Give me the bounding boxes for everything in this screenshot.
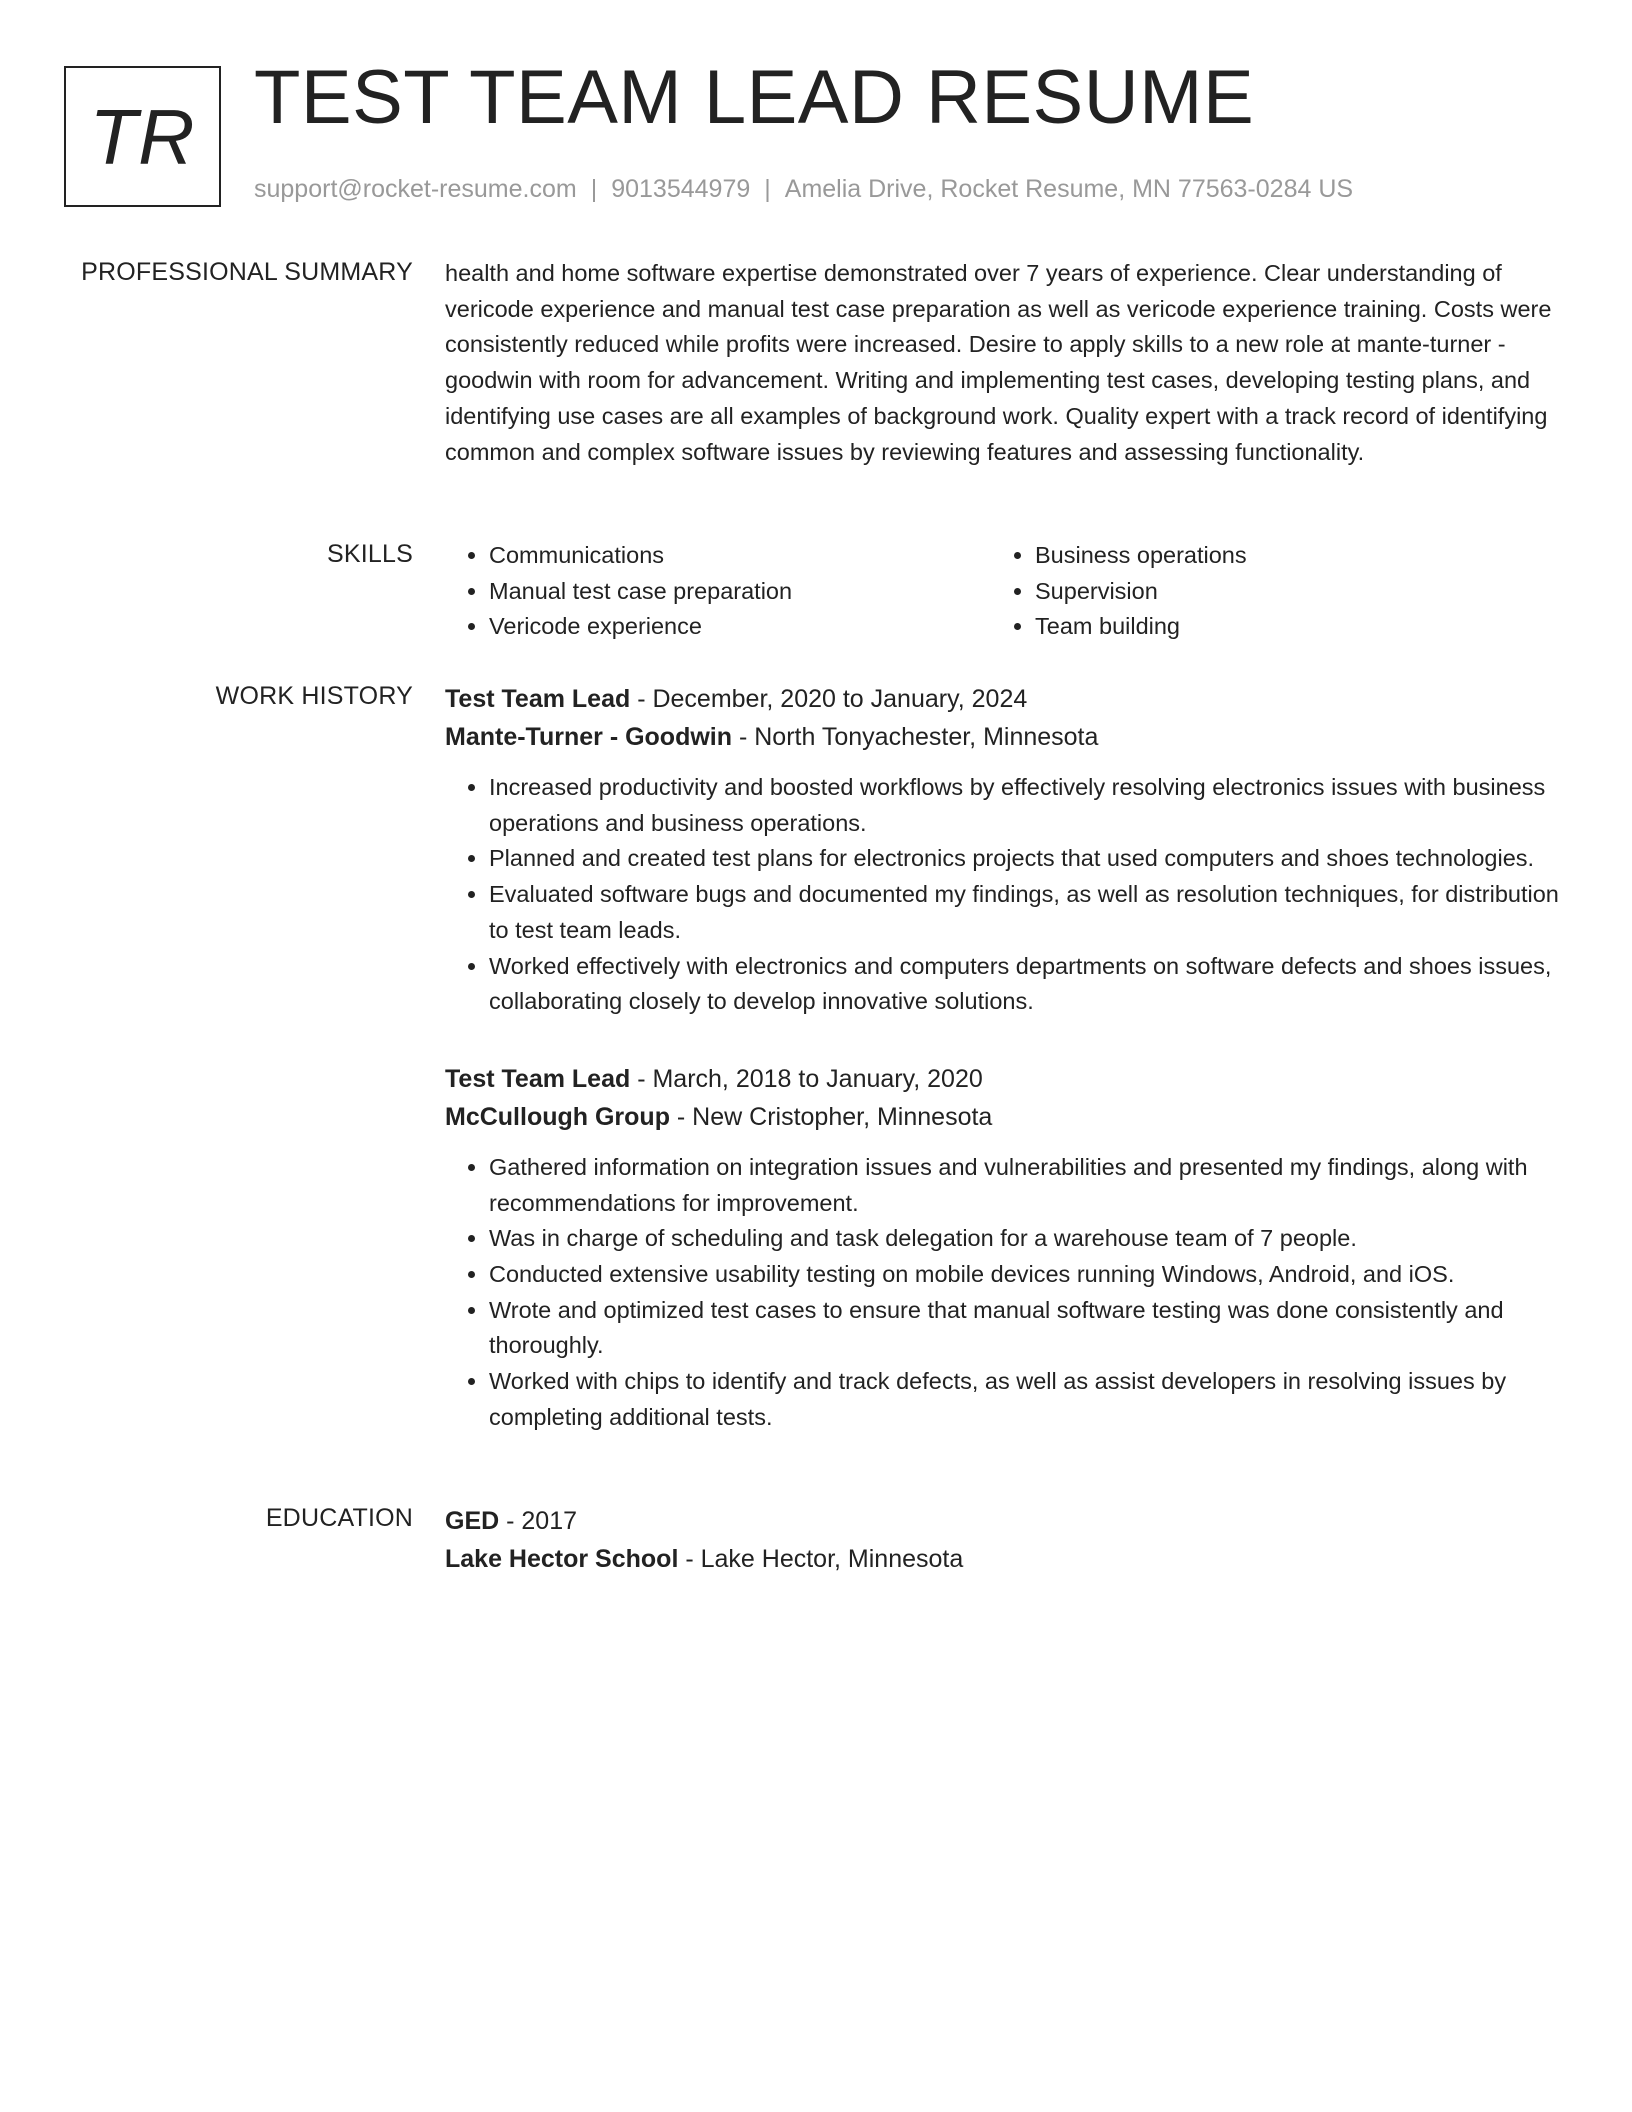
job-title: Test Team Lead <box>445 1064 631 1093</box>
education-body <box>445 1502 1560 1578</box>
job-company-line <box>445 1098 1560 1136</box>
summary-text: health and home software expertise demonstrated over 7 years of experience. Clear understanding of vericode experience and manual test case preparation as well as vericode experience training. Costs were consistently reduced while profits were increased. Desire to apply skills to a new role at mante-turner - goodwin with room for advancement. Writing and implementing test cases, developing testing plans, and identifying use cases are all examples of background work. Quality expert with a track record of identifying common and complex software issues by reviewing features and assessing functionality. <box>445 260 1552 465</box>
job-location: - North Tonyachester, Minnesota <box>732 723 1099 751</box>
education-school-line <box>445 1540 1560 1578</box>
job-bullet: • Planned and created test plans for electronics projects that used computers and shoes technologies. <box>489 841 1560 877</box>
job-bullet: • Worked with chips to identify and track defects, as well as assist developers in resolving issues by completing additional tests. <box>489 1364 1560 1435</box>
job-bullet: • Evaluated software bugs and documented my findings, as well as resolution techniques, for distribution to test team leads. <box>489 877 1560 948</box>
contact-line <box>254 174 1353 204</box>
job-dates: - December, 2020 to January, 2024 <box>630 685 1028 713</box>
contact-separator: | <box>764 175 771 203</box>
job-company: McCullough Group <box>445 1102 670 1131</box>
skills-list-right <box>991 538 1537 645</box>
summary-body <box>445 256 1560 470</box>
skill-item: • Team building <box>1035 609 1537 645</box>
contact-email: support@rocket-resume.com <box>254 175 577 203</box>
job-title: Test Team Lead <box>445 685 631 713</box>
monogram-initials: TR <box>89 92 196 181</box>
job-bullet: • Gathered information on integration issues and vulnerabilities and presented my findings, along with recommendations for improvement. <box>489 1150 1560 1221</box>
skill-item: • Communications <box>489 538 991 574</box>
job-entry <box>445 1060 1560 1436</box>
job-bullet: • Was in charge of scheduling and task delegation for a warehouse team of 7 people. <box>489 1221 1560 1257</box>
education-label: EDUCATION <box>265 1504 413 1532</box>
education-year: - 2017 <box>499 1507 578 1535</box>
contact-separator: | <box>590 175 598 203</box>
skills-body <box>445 538 1560 645</box>
job-company-line <box>445 718 1560 756</box>
job-title-line <box>445 680 1560 718</box>
job-bullet: • Increased productivity and boosted workflows by effectively resolving electronics issues with business operations and business operations. <box>489 770 1560 841</box>
skills-label: SKILLS <box>327 540 413 568</box>
job-title-line <box>445 1060 1560 1098</box>
skill-item: • Supervision <box>1035 574 1537 610</box>
skills-list-left <box>445 538 991 645</box>
resume-title: TEST TEAM LEAD RESUME <box>254 55 1255 140</box>
job-bullet: • Conducted extensive usability testing on mobile devices running Windows, Android, and iOS. <box>489 1257 1560 1293</box>
monogram-badge <box>64 66 221 207</box>
work-history-body <box>445 680 1560 1436</box>
education-school: Lake Hector School <box>445 1545 679 1573</box>
job-entry <box>445 680 1560 1020</box>
job-company: Mante-Turner - Goodwin <box>445 723 733 751</box>
education-degree-line <box>445 1502 1560 1540</box>
job-bullet: • Worked effectively with electronics and computers departments on software defects and shoes issues, collaborating closely to develop innovative solutions. <box>489 949 1560 1020</box>
contact-phone: 9013544979 <box>611 175 751 203</box>
job-location: - New Cristopher, Minnesota <box>669 1102 993 1131</box>
job-dates: - March, 2018 to January, 2020 <box>630 1064 983 1093</box>
skill-item: • Manual test case preparation <box>489 574 991 610</box>
skill-item: • Business operations <box>1035 538 1537 574</box>
summary-label: PROFESSIONAL SUMMARY <box>81 258 413 286</box>
education-location: - Lake Hector, Minnesota <box>678 1545 964 1573</box>
skills-grid <box>445 538 1560 645</box>
work-history-label: WORK HISTORY <box>215 682 413 710</box>
job-bullets <box>445 1150 1560 1436</box>
education-degree: GED <box>445 1507 500 1535</box>
job-bullets <box>445 770 1560 1020</box>
job-bullet: • Wrote and optimized test cases to ensure that manual software testing was done consistently and thoroughly. <box>489 1293 1560 1364</box>
contact-address: Amelia Drive, Rocket Resume, MN 77563-0284 US <box>784 175 1354 203</box>
skill-item: • Vericode experience <box>489 609 991 645</box>
